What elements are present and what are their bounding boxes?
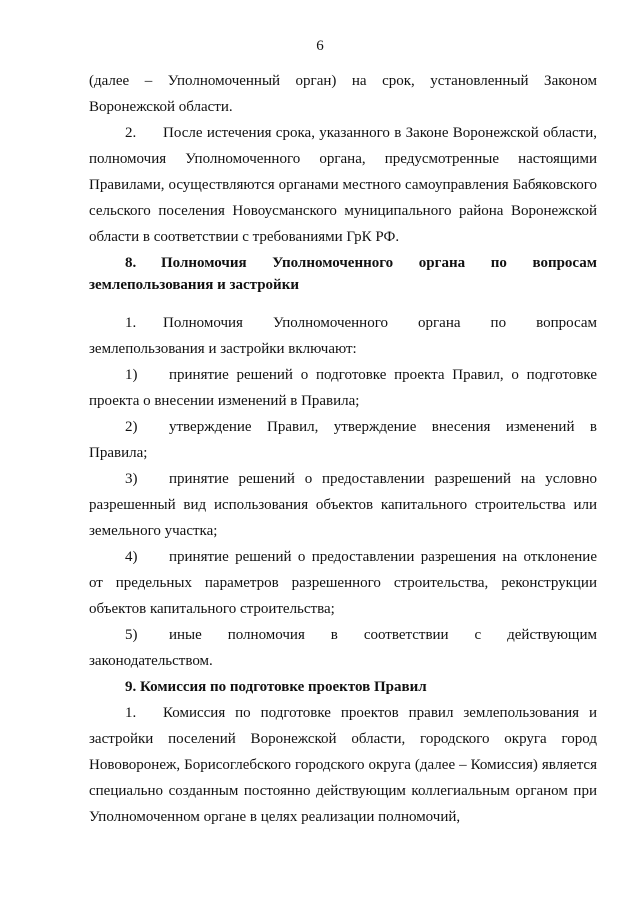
paragraph-number: 2. — [125, 125, 137, 141]
list-item-text: принятие решений о предоставлении разрешения на отклонение от предельных параметров разрешенного строительства, реконструкции объектов капитального строительства; — [89, 549, 597, 617]
paragraph-number: 1. — [125, 315, 137, 331]
page-number: 6 — [316, 38, 324, 54]
list-item-number: 1) — [125, 367, 138, 383]
paragraph-intro: (далее – Уполномоченный орган) на срок, установленный Законом Воронежской области. — [89, 73, 597, 115]
section-8-heading — [89, 252, 597, 296]
paragraph-2 — [89, 120, 597, 250]
paragraph-text: После истечения срока, указанного в Законе Воронежской области, полномочия Уполномоченного органа, предусмотренные настоящими Правилами, осуществляются органами местного самоуправления Бабяковского сельского поселения Новоусманского муниципального района Воронежской области в соответствии с требованиями ГрК РФ. — [89, 125, 597, 245]
list-item-number: 5) — [125, 627, 138, 643]
document-body — [89, 68, 597, 830]
list-item-text: утверждение Правил, утверждение внесения изменений в Правила; — [89, 419, 597, 461]
section-9-paragraph-1 — [89, 700, 597, 830]
list-item-text: принятие решений о предоставлении разрешений на условно разрешенный вид использования объектов капитального строительства или земельного участка; — [89, 471, 597, 539]
section-title: Полномочия Уполномоченного органа по вопросам землепользования и застройки — [89, 255, 597, 293]
list-item-text: иные полномочия в соответствии с действующим законодательством. — [89, 627, 597, 669]
list-item — [89, 622, 597, 674]
paragraph-text: Полномочия Уполномоченного органа по вопросам землепользования и застройки включают: — [89, 315, 597, 357]
section-number: 8. — [125, 255, 137, 271]
list-item-number: 4) — [125, 549, 138, 565]
list-item — [89, 544, 597, 622]
paragraph-text: Комиссия по подготовке проектов правил землепользования и застройки поселений Воронежской области, городского округа город Нововоронеж, Борисоглебского городского округа (далее – Комиссия) является специально созданным постоянно действующим коллегиальным органом при Уполномоченном органе в целях реализации полномочий, — [89, 705, 597, 825]
list-item-text: принятие решений о подготовке проекта Правил, о подготовке проекта о внесении изменений в Правила; — [89, 367, 597, 409]
list-item — [89, 362, 597, 414]
paragraph-number: 1. — [125, 705, 137, 721]
list-item-number: 3) — [125, 471, 138, 487]
section-8-paragraph-1 — [89, 310, 597, 362]
list-item — [89, 414, 597, 466]
list-item-number: 2) — [125, 419, 138, 435]
list-item — [89, 466, 597, 544]
section-9-heading: 9. Комиссия по подготовке проектов Правил — [125, 679, 427, 695]
